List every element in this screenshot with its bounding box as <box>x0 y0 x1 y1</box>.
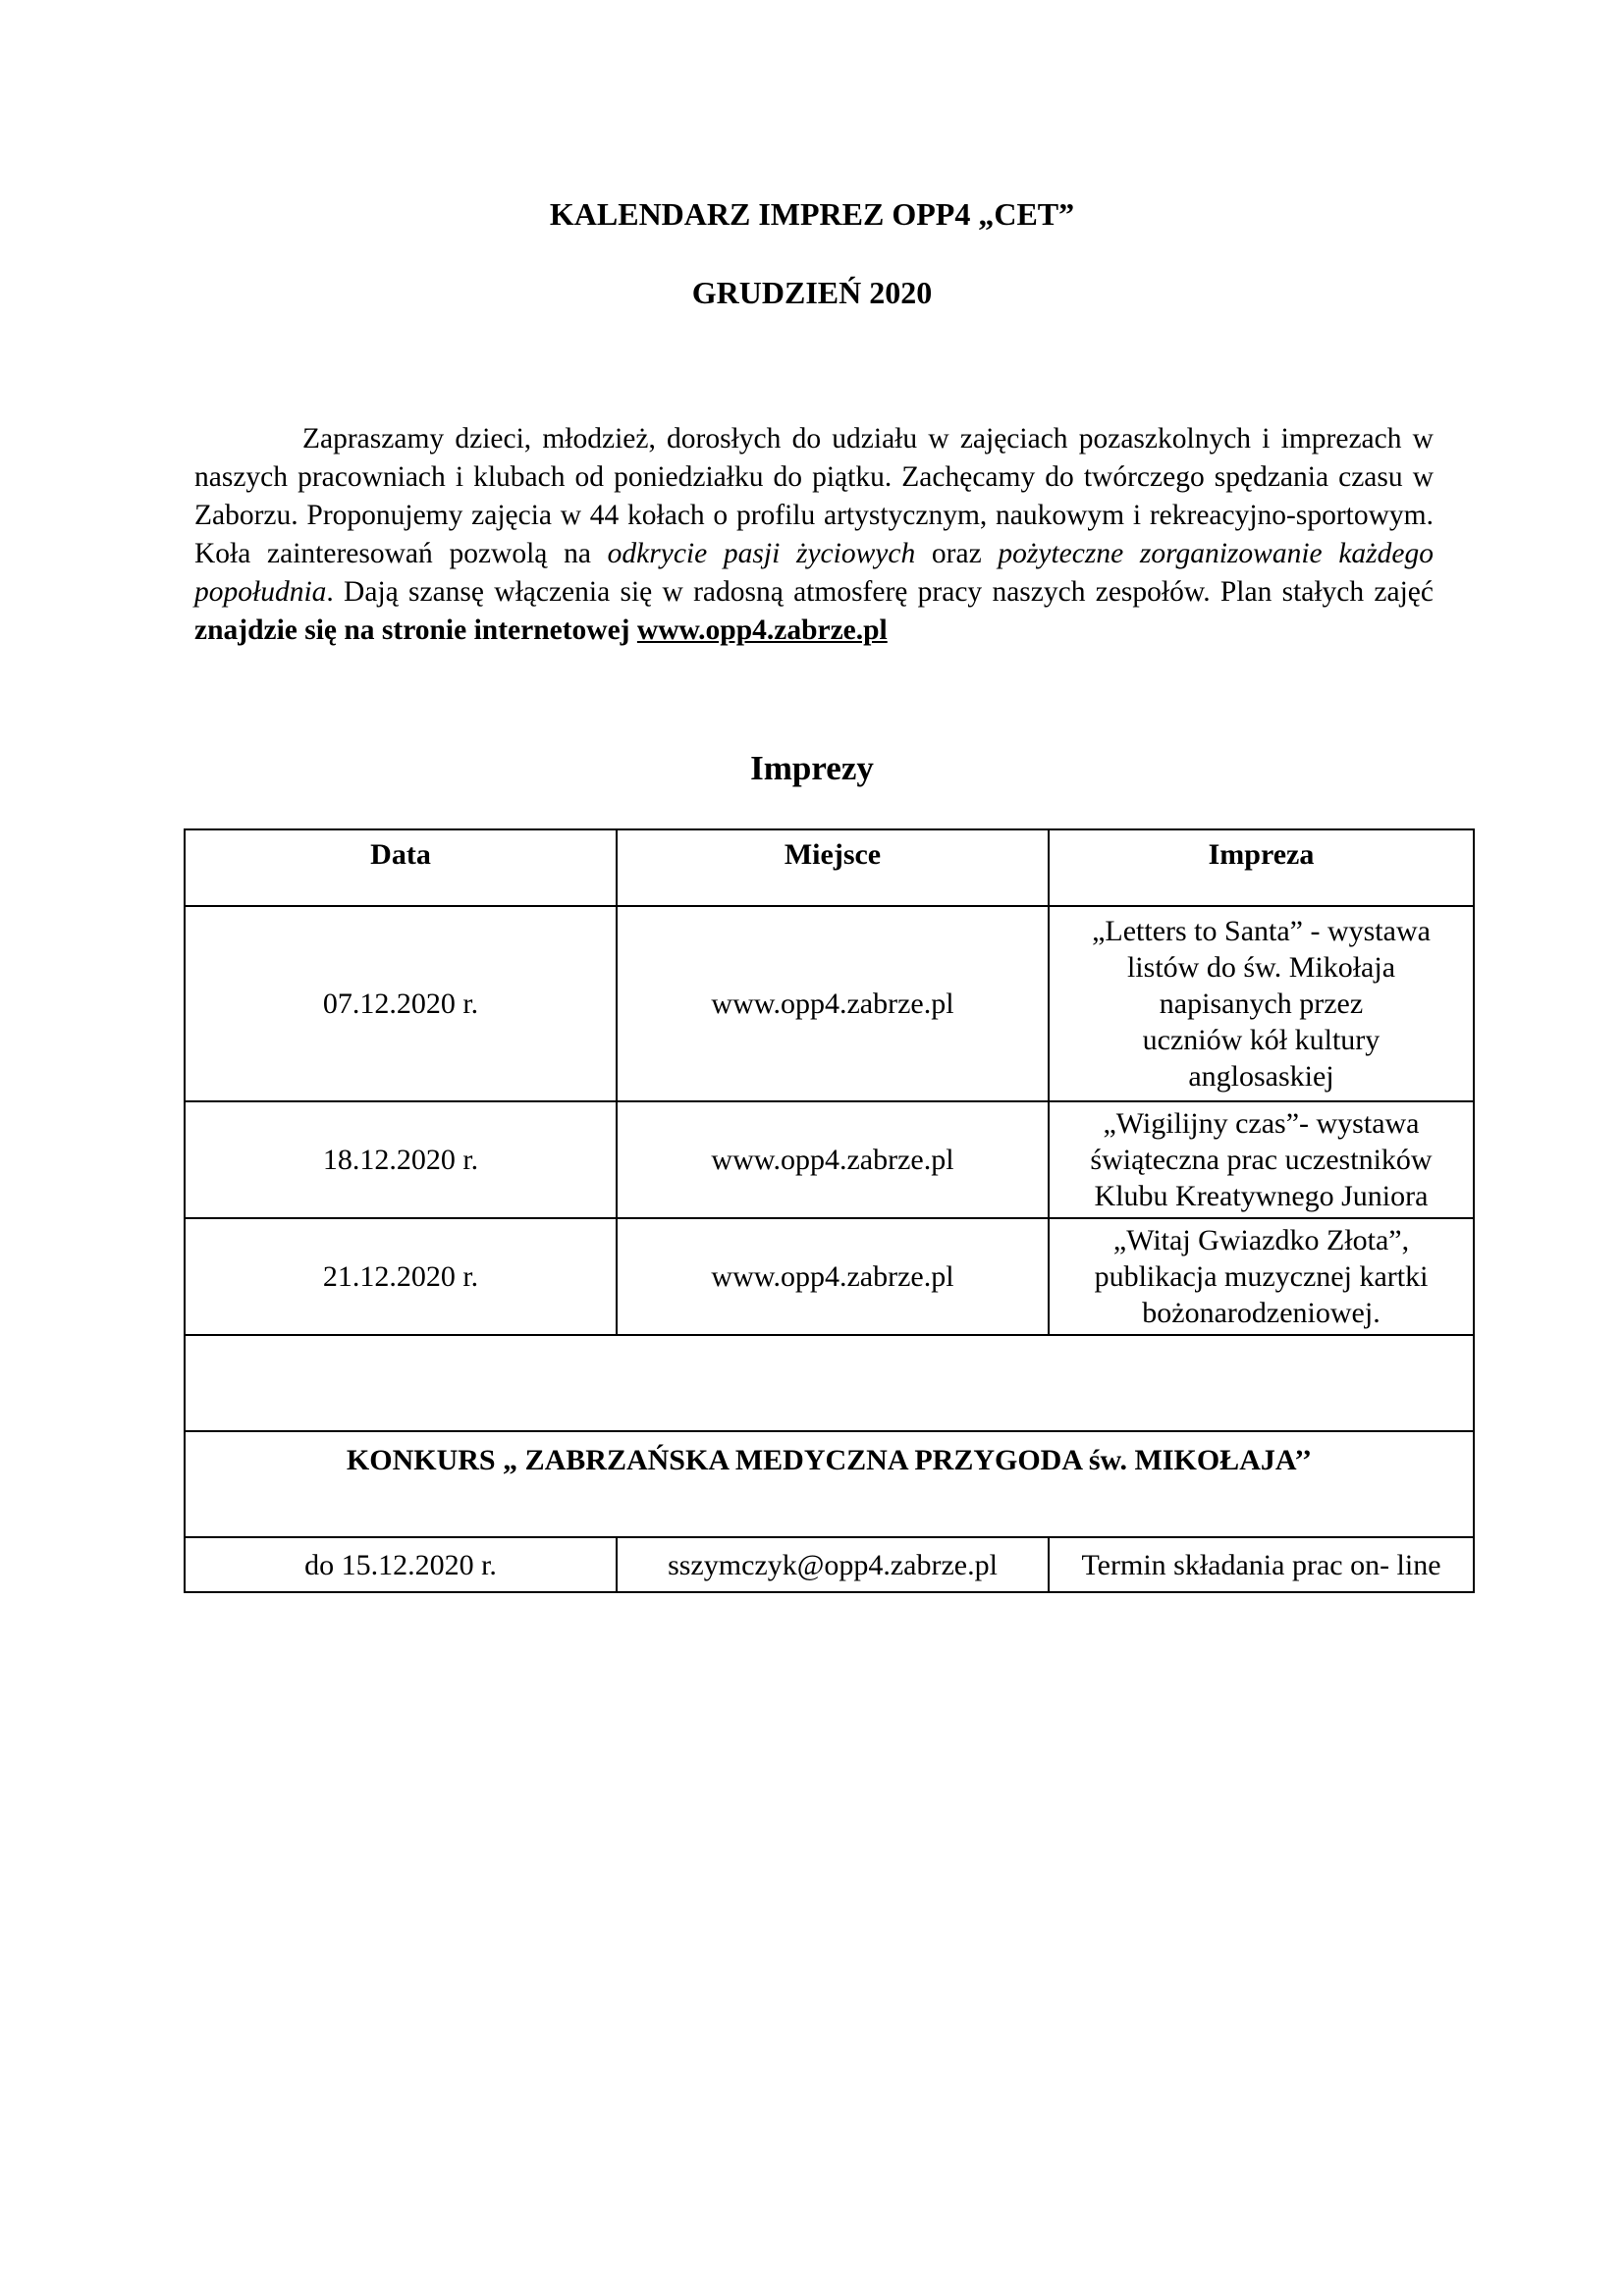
event-line: listów do św. Mikołaja <box>1126 951 1396 984</box>
cell-date: 18.12.2020 r. <box>185 1101 617 1218</box>
table-row <box>185 1537 1474 1592</box>
cell-contact-email: sszymczyk@opp4.zabrze.pl <box>617 1537 1049 1592</box>
document-subtitle: GRUDZIEŃ 2020 <box>691 275 933 310</box>
intro-text-3: . Dają szansę włączenia się w radosną atmosferę pracy naszych zespołów. Plan stałych zajęć <box>326 576 1434 608</box>
intro-text-1: Zapraszamy dzieci, młodzież, dorosłych do udziału w zajęciach pozaszkolnych i imprezach w naszych pracowniach i klubach od poniedziałku do piątku. Zachęcamy do twórczego spędzania czasu w Zaborzu. Proponujemy zajęcia w 44 kołach o profilu artystycznym, naukowym i rekreacyjno-sportowym. Koła zainteresowań pozwolą na <box>194 423 1434 569</box>
events-table <box>184 828 1475 1593</box>
cell-date: do 15.12.2020 r. <box>185 1537 617 1592</box>
header-event: Impreza <box>1049 829 1474 906</box>
table-row <box>185 906 1474 1101</box>
document-title: KALENDARZ IMPREZ OPP4 „CET” <box>549 196 1075 232</box>
table-row <box>185 1101 1474 1218</box>
cell-event <box>1049 1218 1474 1335</box>
table-row <box>185 1218 1474 1335</box>
event-line: publikacja muzycznej kartki <box>1094 1260 1429 1293</box>
empty-cell <box>185 1335 1474 1431</box>
event-line: „Witaj Gwiazdko Złota”, <box>1112 1224 1410 1256</box>
intro-italic-1: odkrycie pasji życiowych <box>607 538 916 569</box>
cell-place: www.opp4.zabrze.pl <box>617 1218 1049 1335</box>
table-row-contest <box>185 1431 1474 1537</box>
cell-place: www.opp4.zabrze.pl <box>617 1101 1049 1218</box>
cell-date: 07.12.2020 r. <box>185 906 617 1101</box>
intro-text-2: oraz <box>915 538 999 569</box>
cell-event <box>1049 906 1474 1101</box>
header-date: Data <box>185 829 617 906</box>
event-line: napisanych przez <box>1159 988 1364 1020</box>
cell-date: 21.12.2020 r. <box>185 1218 617 1335</box>
cell-event: Termin składania prac on- line <box>1049 1537 1474 1592</box>
intro-paragraph <box>194 420 1434 650</box>
event-line: „Wigilijny czas”- wystawa <box>1103 1107 1420 1140</box>
event-line: Klubu Kreatywnego Juniora <box>1094 1180 1429 1212</box>
website-link[interactable]: www.opp4.zabrze.pl <box>636 614 888 646</box>
intro-italic-2: pożyteczne zorganizowanie każdego popołudnia <box>194 538 1434 608</box>
event-line: bożonarodzeniowej. <box>1142 1297 1380 1329</box>
event-line: uczniów kół kultury <box>1142 1024 1380 1056</box>
contest-title: KONKURS „ ZABRZAŃSKA MEDYCZNA PRZYGODA św. MIKOŁAJA’’ <box>185 1431 1474 1537</box>
cell-place: www.opp4.zabrze.pl <box>617 906 1049 1101</box>
event-line: świąteczna prac uczestników <box>1090 1144 1433 1176</box>
header-place: Miejsce <box>617 829 1049 906</box>
cell-event <box>1049 1101 1474 1218</box>
intro-bold: znajdzie się na stronie internetowej <box>194 614 637 646</box>
table-row-empty <box>185 1335 1474 1431</box>
table-header-row <box>185 829 1474 906</box>
event-line: anglosaskiej <box>1188 1060 1334 1093</box>
event-line: „Letters to Santa” - wystawa <box>1092 915 1431 947</box>
section-heading-events: Imprezy <box>750 749 874 787</box>
